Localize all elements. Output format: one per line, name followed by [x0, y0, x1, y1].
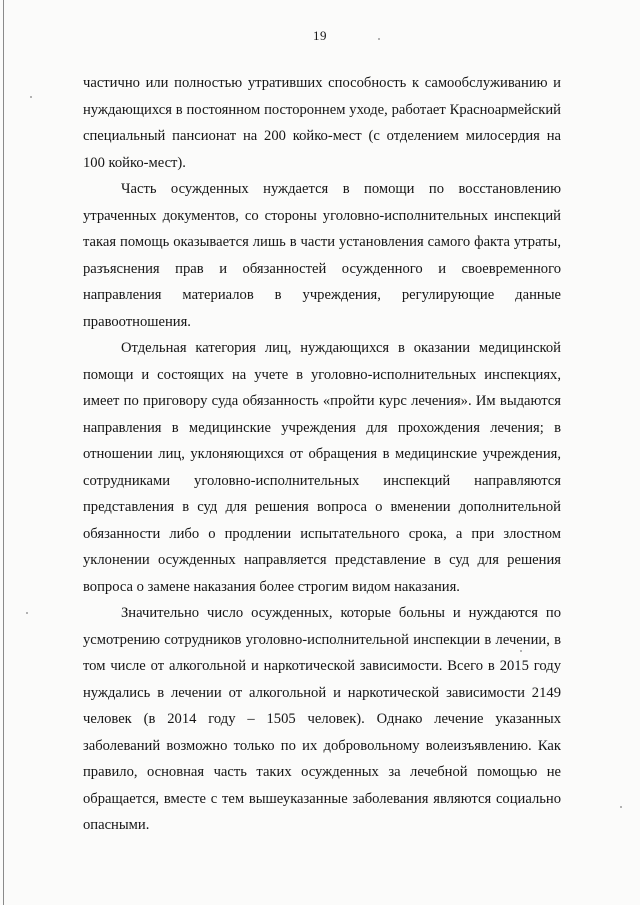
scan-speck — [520, 650, 522, 652]
scan-speck — [26, 612, 28, 614]
scan-speck — [620, 806, 622, 808]
page-number: 19 — [313, 28, 327, 43]
scan-speck — [30, 96, 32, 98]
scan-edge-line — [3, 0, 4, 905]
paragraph-2: Часть осужденных нуждается в помощи по восстановлению утраченных документов, со стороны уголовно-исполнительных инспекций такая помощь оказывается лишь в части установления самого факта утраты, разъяснения прав и обязанностей осужденного и своевременного направления материалов в учреждения, регулирующие данные правоотношения. — [83, 181, 561, 330]
paragraph-1: частично или полностью утративших способность к самообслуживанию и нуждающихся в постоянном постороннем уходе, работает Красноармейский специальный пансионат на 200 койко-мест (с отделением милосердия на 100 койко-мест). — [83, 75, 561, 171]
paragraph-4: Значительно число осужденных, которые больны и нуждаются по усмотрению сотрудников уголовно-исполнительной инспекции в лечении, в том числе от алкогольной и наркотической зависимости. Всего в 2015 году нуждались в лечении от алкогольной и наркотической зависимости 2149 человек (в 2014 году – 1505 человек). Однако лечение указанных заболеваний возможно только по их добровольному волеизъявлению. Как правило, основная часть таких осужденных за лечебной помощью не обращается, вместе с тем вышеуказанные заболевания являются социально опасными. — [83, 605, 561, 833]
body-text — [83, 70, 561, 839]
scan-speck — [378, 38, 380, 40]
paragraph-3: Отдельная категория лиц, нуждающихся в оказании медицинской помощи и состоящих на учете в уголовно-исполнительных инспекциях, имеет по приговору суда обязанность «пройти курс лечения». Им выдаются направления в медицинские учреждения для прохождения лечения; в отношении лиц, уклоняющихся от обращения в медицинские учреждения, сотрудниками уголовно-исполнительных инспекций направляются представления в суд для решения вопроса о вменении дополнительной обязанности либо о продлении испытательного срока, а при злостном уклонении осужденных направляется представление в суд для решения вопроса о замене наказания более строгим видом наказания. — [83, 340, 561, 595]
